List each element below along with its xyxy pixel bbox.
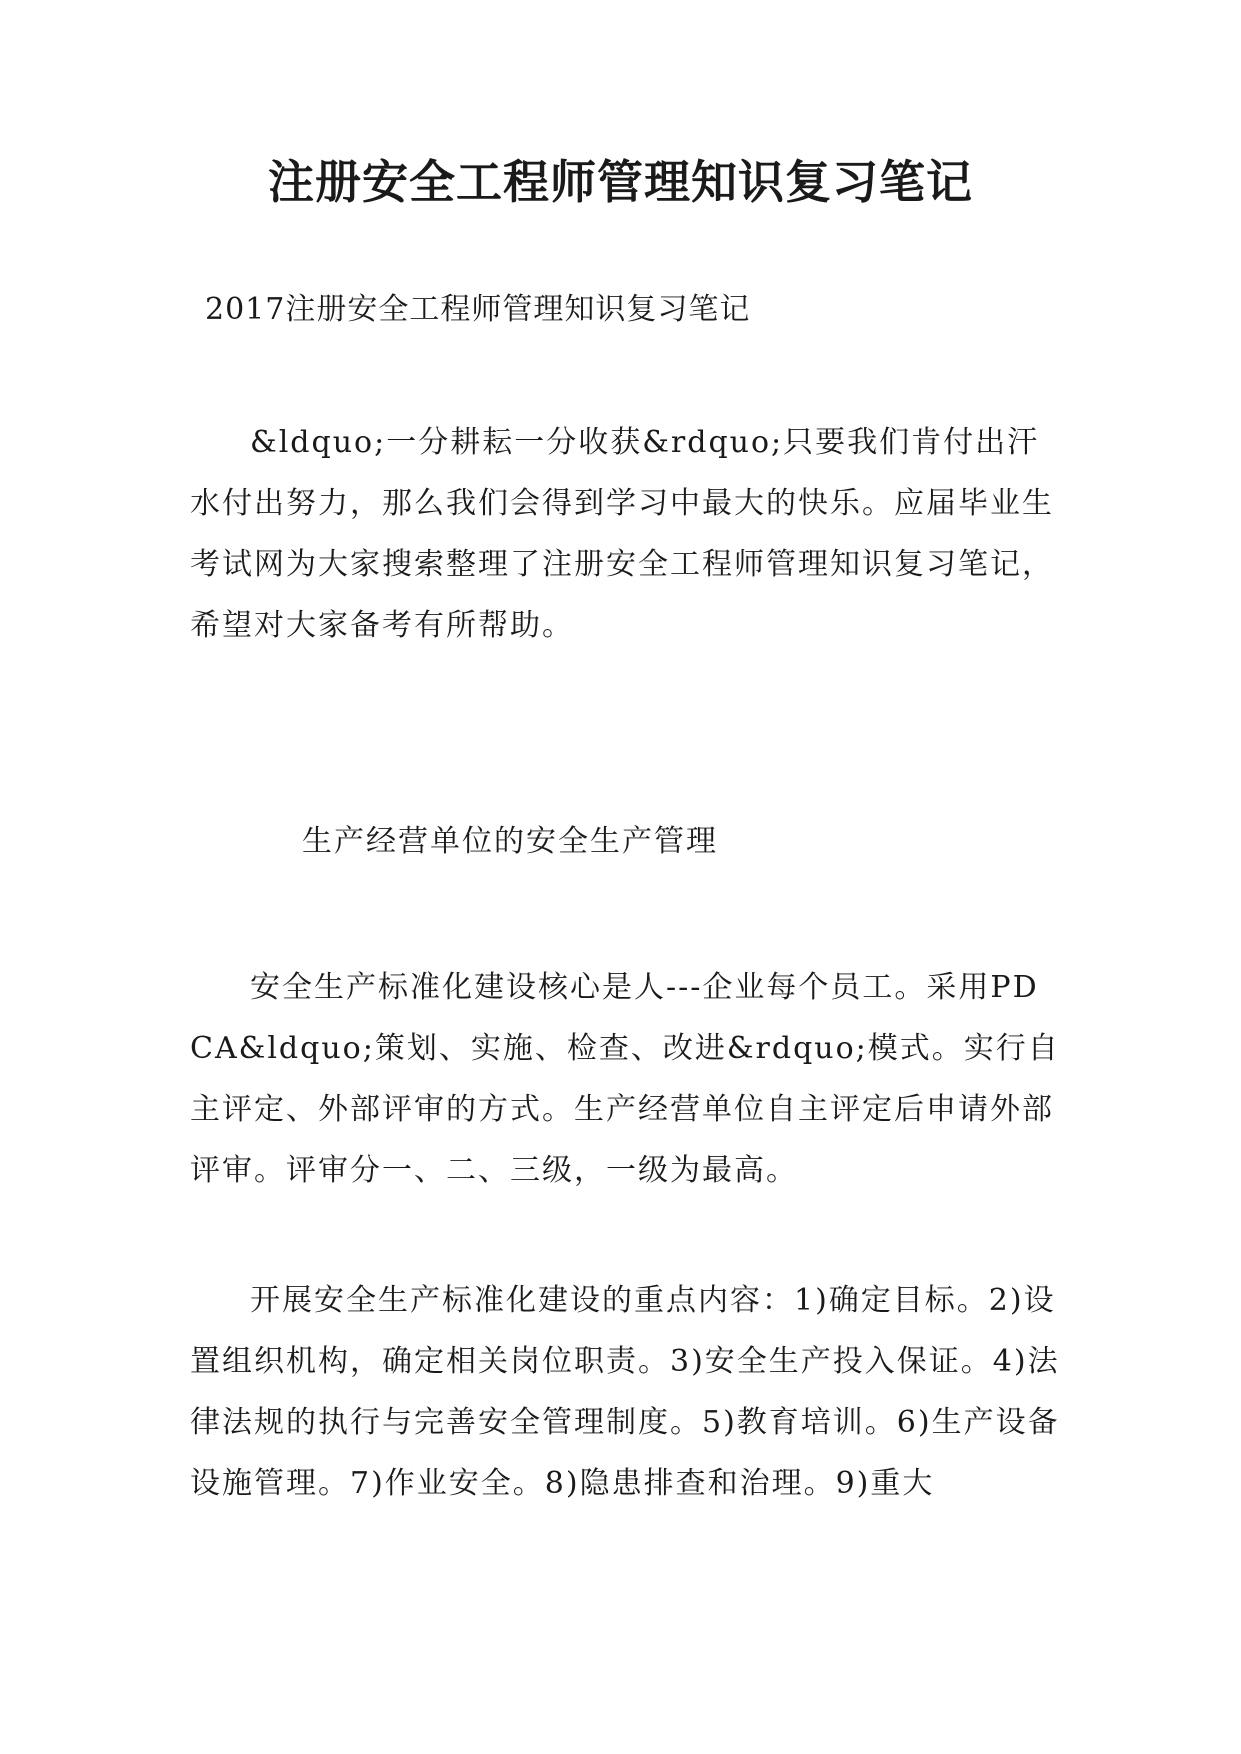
section-heading: 生产经营单位的安全生产管理 (302, 824, 718, 859)
intro-paragraph: &ldquo;一分耕耘一分收获&rdquo;只要我们肯付出汗水付出努力，那么我们会得到学习中最大的快乐。应届毕业生考试网为大家搜索整理了注册安全工程师管理知识复习笔记，希望对大家备考有所帮助。 (190, 425, 1054, 643)
document-title: 注册安全工程师管理知识复习笔记 (268, 155, 973, 209)
paragraph-standardization: 安全生产标准化建设核心是人---企业每个员工。采用PDCA&ldquo;策划、实施、检查、改进&rdquo;模式。实行自主评定、外部评审的方式。生产经营单位自主评定后申请外部评审。评审分一、二、三级，一级为最高。 (190, 970, 1060, 1188)
paragraph-key-contents: 开展安全生产标准化建设的重点内容：1)确定目标。2)设置组织机构，确定相关岗位职责。3)安全生产投入保证。4)法律法规的执行与完善安全管理制度。5)教育培训。6)生产设备设施管理。7)作业安全。8)隐患排查和治理。9)重大 (190, 1283, 1060, 1501)
document-subtitle: 2017注册安全工程师管理知识复习笔记 (205, 292, 751, 327)
